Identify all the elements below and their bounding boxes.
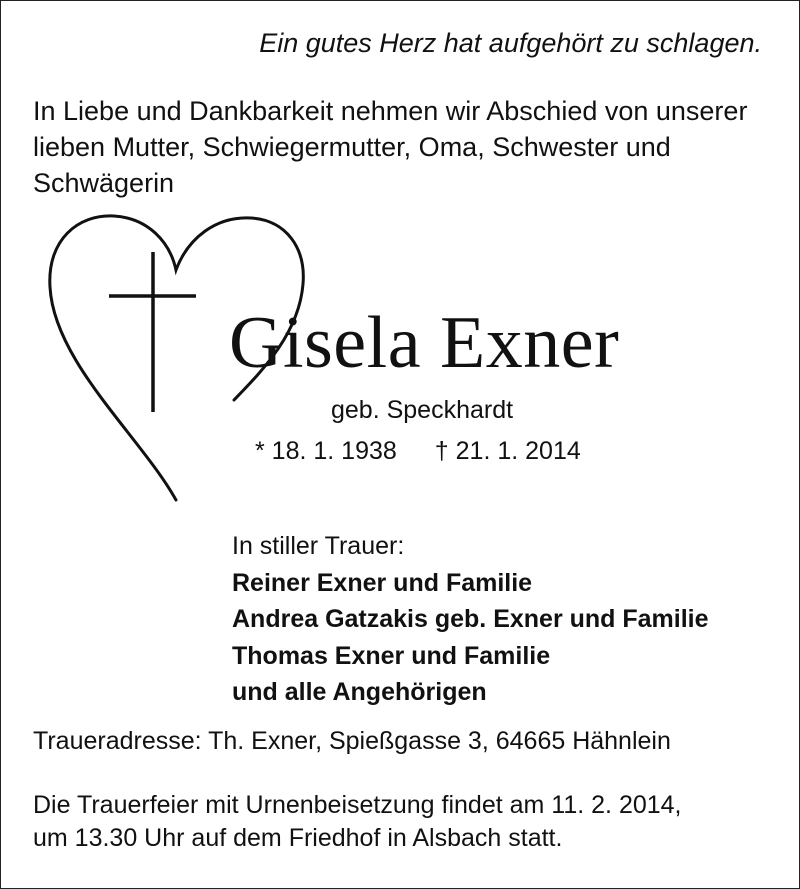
intro-text bbox=[33, 93, 773, 201]
mourner-name: und alle Angehörigen bbox=[232, 678, 487, 706]
mourner-name: Andrea Gatzakis geb. Exner und Familie bbox=[232, 605, 709, 633]
ceremony-info bbox=[33, 789, 682, 855]
intro-line: In Liebe und Dankbarkeit nehmen wir Abschied von unserer bbox=[33, 96, 748, 126]
life-dates bbox=[255, 437, 581, 466]
mourner-name: Reiner Exner und Familie bbox=[232, 568, 533, 597]
ceremony-line: Die Trauerfeier mit Urnenbeisetzung findet am 11. 2. 2014, bbox=[33, 791, 682, 819]
deceased-name: Gisela Exner bbox=[229, 302, 620, 384]
mourning-address: Traueradresse: Th. Exner, Spießgasse 3, 64665 Hähnlein bbox=[33, 727, 671, 755]
maiden-name: geb. Speckhardt bbox=[331, 396, 514, 424]
mourners-block bbox=[232, 528, 709, 711]
motto: Ein gutes Herz hat aufgehört zu schlagen. bbox=[259, 28, 762, 58]
intro-line: Schwägerin bbox=[33, 168, 175, 198]
birth-date: * 18. 1. 1938 bbox=[255, 437, 397, 465]
mourners-heading: In stiller Trauer: bbox=[232, 532, 405, 560]
ceremony-line: um 13.30 Uhr auf dem Friedhof in Alsbach statt. bbox=[33, 824, 563, 852]
death-date: † 21. 1. 2014 bbox=[434, 437, 581, 465]
mourner-name: Thomas Exner und Familie bbox=[232, 641, 551, 670]
intro-line: lieben Mutter, Schwiegermutter, Oma, Schwester und bbox=[33, 132, 671, 162]
